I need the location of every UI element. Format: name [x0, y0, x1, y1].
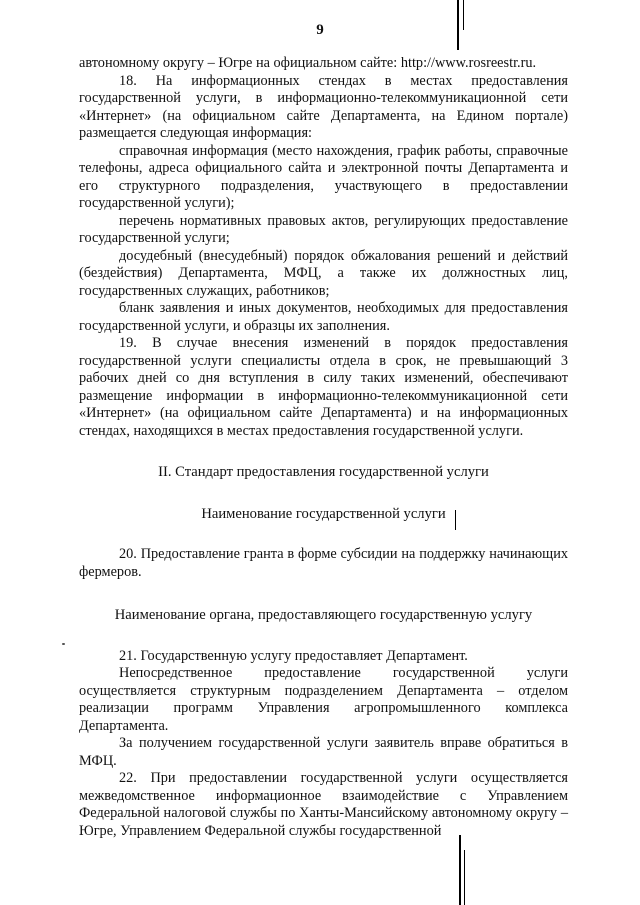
paragraph-appeal: досудебный (внесудебный) порядок обжалования решений и действий (бездействия) Департамента, МФЦ, а также их должностных лиц, государственных служащих, работников;: [79, 247, 568, 299]
document-body: [79, 55, 568, 840]
paragraph-20: 20. Предоставление гранта в форме субсидии на поддержку начинающих фермеров.: [79, 546, 568, 580]
section-heading: II. Стандарт предоставления государственной услуги: [158, 464, 489, 480]
scan-crease-line: [455, 510, 456, 530]
paragraph-22: 22. При предоставлении государственной услуги осуществляется межведомственное информационное взаимодействие с Управлением Федеральной налоговой службы по Ханты-Мансийскому автономному округу – Югре, Управлением Федеральной службы государственной: [79, 770, 568, 839]
paragraph-19: 19. В случае внесения изменений в порядок предоставления государственной услуги специалисты отдела в срок, не превышающий 3 рабочих дней со дня вступления в силу таких изменений, обеспечивают размещение информации в информационно-телекоммуникационной сети «Интернет» (на официальном сайте Департамента) и на информационных стендах, находящихся в местах предоставления государственной услуги.: [79, 335, 568, 439]
paragraph-direct-provision: Непосредственное предоставление государственной услуги осуществляется структурным подразделением Департамента – отделом реализации программ Управления агропромышленного комплекса Департамента.: [79, 665, 568, 734]
paragraph-18: 18. На информационных стендах в местах предоставления государственной услуги, в информационно-телекоммуникационной сети «Интернет» (на официальном сайте Департамента, на Едином портале) размещается следующая информация:: [79, 72, 568, 141]
paragraph-21: 21. Государственную услугу предоставляет Департамент.: [119, 647, 468, 664]
paragraph-mfc: За получением государственной услуги заявитель вправе обратиться в МФЦ.: [79, 735, 568, 769]
subheading-service-name: Наименование государственной услуги: [201, 505, 446, 522]
scan-crease-line: [463, 0, 464, 30]
page-number: 9: [316, 22, 324, 38]
paragraph-forms: бланк заявления и иных документов, необходимых для предоставления государственной услуги, и образцы их заполнения.: [79, 300, 568, 334]
paragraph-intro: автономному округу – Югре на официальном сайте: http://www.rosreestr.ru.: [79, 55, 537, 71]
scan-crease-line: [464, 850, 465, 905]
paragraph-reference-info: справочная информация (место нахождения, график работы, справочные телефоны, адреса официального сайта и электронной почты Департамента и его структурного подразделения, участвующего в предоставлении государственной услуги);: [79, 142, 568, 211]
scan-crease-line: [457, 0, 459, 50]
paragraph-legal-acts: перечень нормативных правовых актов, регулирующих предоставление государственной услуги;: [79, 212, 568, 246]
scan-crease-line: [459, 835, 461, 905]
subheading-authority: Наименование органа, предоставляющего государственную услугу: [114, 607, 533, 623]
scan-speck: [62, 643, 65, 645]
